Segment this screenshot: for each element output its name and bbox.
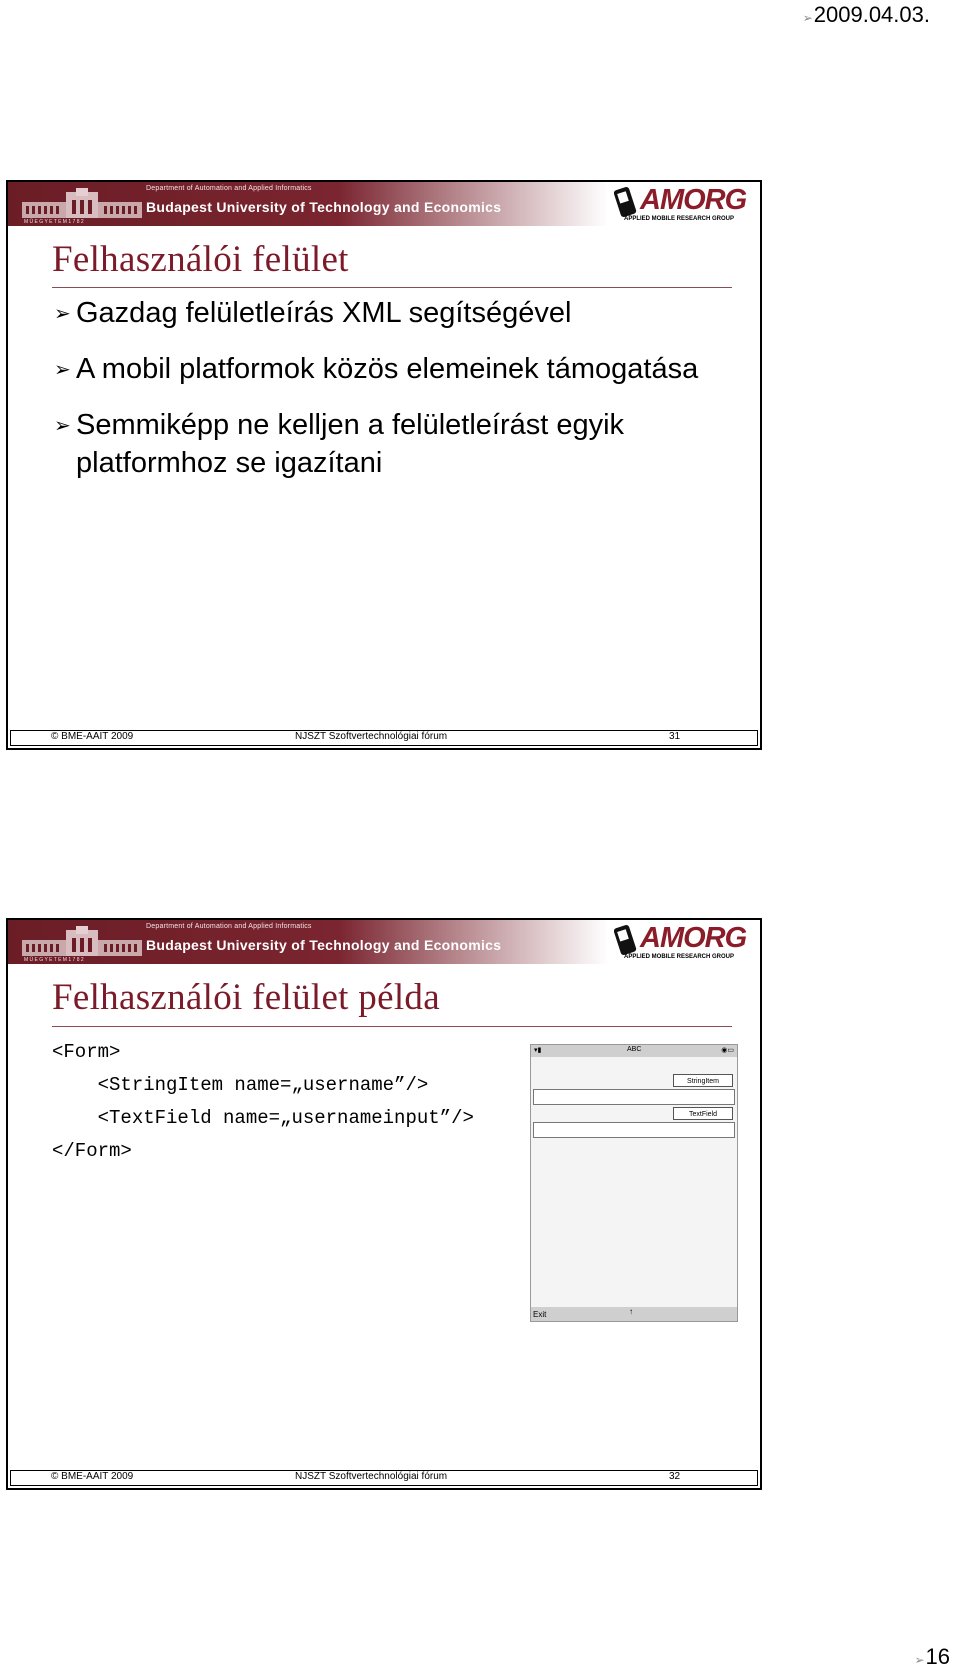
code-line: <StringItem name=„username”/> — [52, 1074, 429, 1096]
code-line: <Form> — [52, 1041, 121, 1063]
phone-screen-mockup — [530, 1044, 738, 1322]
logo-word: AMORG — [640, 184, 747, 216]
logo-subtitle: APPLIED MOBILE RESEARCH GROUP — [624, 954, 735, 960]
page-date-text: 2009.04.03. — [813, 2, 930, 27]
arrow-icon: ➢ — [802, 11, 813, 25]
university-building-icon — [22, 926, 142, 962]
code-line: </Form> — [52, 1140, 132, 1162]
code-line: <TextField name=„usernameinput”/> — [52, 1107, 474, 1129]
university-name: Budapest University of Technology and Economics — [146, 937, 502, 953]
slide-footer — [10, 730, 758, 746]
amorg-logo — [614, 184, 747, 228]
department-name: Department of Automation and Applied Informatics — [146, 185, 312, 192]
university-building-icon — [22, 188, 142, 224]
footer-forum: NJSZT Szoftvertechnológiai fórum — [295, 1471, 448, 1482]
university-banner — [8, 182, 608, 226]
arrow-bullet-icon: ➢ — [54, 303, 71, 325]
logo-subtitle: APPLIED MOBILE RESEARCH GROUP — [624, 216, 735, 222]
slide-31 — [6, 180, 762, 750]
phone-logo-icon — [614, 186, 640, 220]
page-number-text: 16 — [925, 1644, 950, 1669]
department-name: Department of Automation and Applied Informatics — [146, 923, 312, 930]
page-number — [914, 1644, 950, 1670]
footer-forum: NJSZT Szoftvertechnológiai fórum — [295, 731, 448, 742]
stringitem-field — [533, 1089, 735, 1105]
input-mode-label: ABC — [627, 1046, 642, 1053]
university-banner — [8, 920, 608, 964]
arrow-icon: ➢ — [914, 1653, 925, 1667]
title-divider — [52, 1026, 732, 1027]
page-date — [803, 2, 930, 28]
slide-32 — [6, 918, 762, 1490]
phone-softkey-bar — [531, 1307, 737, 1321]
svg-text:M Ű E G Y E T E M 1 7 8 2: M Ű E G Y E T E M 1 7 8 2 — [24, 219, 84, 224]
signal-icon: ▾▮ — [534, 1047, 542, 1054]
slide-title: Felhasználói felület — [52, 239, 349, 280]
exit-softkey[interactable]: Exit — [533, 1310, 547, 1319]
arrow-bullet-icon: ➢ — [54, 359, 71, 381]
title-divider — [52, 287, 732, 288]
svg-text:M Ű E G Y E T E M 1 7 8 2: M Ű E G Y E T E M 1 7 8 2 — [24, 957, 84, 962]
bullet-list — [52, 294, 732, 500]
arrow-bullet-icon: ➢ — [54, 415, 71, 437]
logo-word: AMORG — [640, 922, 747, 954]
amorg-logo — [614, 922, 747, 966]
textfield-input[interactable] — [533, 1122, 735, 1138]
slide-footer — [10, 1470, 758, 1486]
slide-title: Felhasználói felület példa — [52, 977, 440, 1018]
xml-code-block — [52, 1036, 474, 1168]
footer-slide-number: 32 — [669, 1471, 681, 1482]
stringitem-label: StringItem — [673, 1074, 733, 1087]
footer-copyright: © BME-AAIT 2009 — [51, 731, 134, 742]
bullet-item: ➢ A mobil platformok közös elemeinek támogatása — [52, 350, 732, 388]
textfield-label: TextField — [673, 1107, 733, 1120]
university-name: Budapest University of Technology and Economics — [146, 199, 502, 215]
bullet-item: ➢ Gazdag felületleírás XML segítségével — [52, 294, 732, 332]
up-arrow-icon: ↑ — [629, 1307, 633, 1316]
phone-logo-icon — [614, 924, 640, 958]
battery-icon: ◉▭ — [721, 1047, 734, 1054]
phone-status-bar — [531, 1045, 737, 1057]
footer-slide-number: 31 — [669, 731, 681, 742]
footer-copyright: © BME-AAIT 2009 — [51, 1471, 134, 1482]
bullet-item: ➢ Semmiképp ne kelljen a felületleírást egyik platformhoz se igazítani — [54, 409, 625, 479]
